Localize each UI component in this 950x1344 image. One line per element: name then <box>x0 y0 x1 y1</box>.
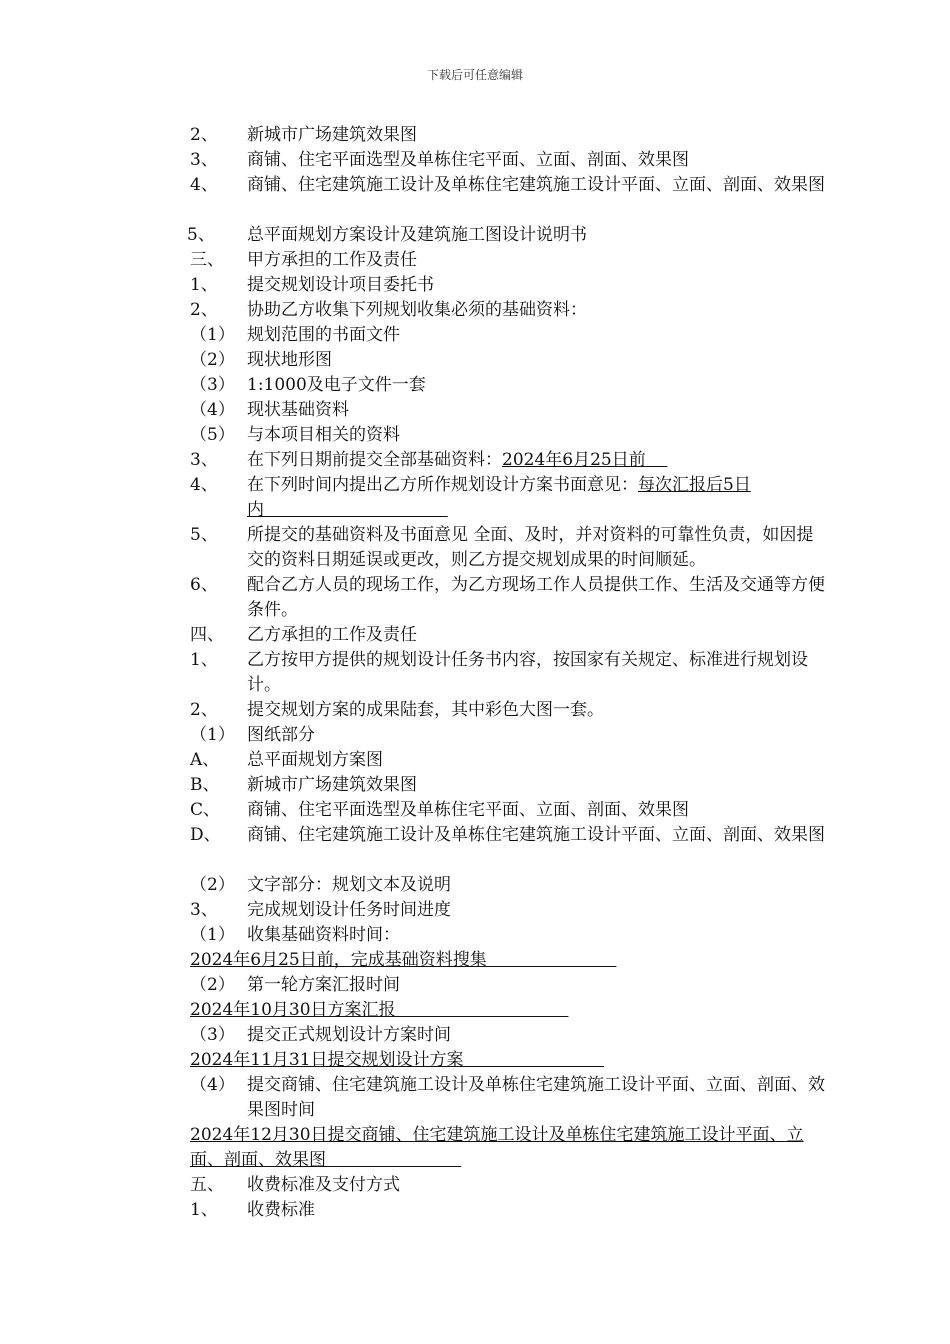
item-number: 4、 <box>190 475 218 495</box>
item-number: C、 <box>190 800 221 820</box>
item-number: （1） <box>190 325 235 345</box>
item-text: 文字部分：规划文本及说明 <box>247 875 451 895</box>
item-text: 商铺、住宅平面选型及单栋住宅平面、立面、剖面、效果图 <box>247 150 689 170</box>
list-item <box>190 323 830 348</box>
item-text-plain: 在下列时间内提出乙方所作规划设计方案书面意见： <box>247 475 638 495</box>
item-text: 乙方按甲方提供的规划设计任务书内容，按国家有关规定、标准进行规划设计。 <box>247 650 808 695</box>
item-text: 第一轮方案汇报时间 <box>247 975 400 995</box>
underline-fill <box>464 1050 605 1070</box>
section-heading <box>190 248 830 273</box>
list-item <box>190 573 830 623</box>
item-number: 3、 <box>190 450 218 470</box>
schedule-text <box>190 1048 830 1073</box>
underline-fill <box>396 1000 569 1020</box>
item-number: 6、 <box>190 575 218 595</box>
list-item <box>190 373 830 398</box>
item-number: 3、 <box>190 150 218 170</box>
section-title: 甲方承担的工作及责任 <box>247 250 417 270</box>
section-number: 五、 <box>190 1175 224 1195</box>
schedule-entry <box>190 948 830 973</box>
list-item <box>190 898 830 923</box>
item-number: A、 <box>190 750 220 770</box>
underlined-deadline: 每次汇报后5日内 <box>247 475 751 520</box>
item-number: 3、 <box>190 900 218 920</box>
item-text: 现状地形图 <box>247 350 332 370</box>
schedule-text <box>190 1123 830 1173</box>
list-item <box>190 473 830 523</box>
item-text: 总平面规划方案图 <box>247 750 383 770</box>
item-number: 2、 <box>190 700 218 720</box>
item-number: （3） <box>190 375 235 395</box>
item-text: 图纸部分 <box>247 725 315 745</box>
item-text: 协助乙方收集下列规划收集必须的基础资料： <box>247 300 587 320</box>
item-text: 提交规划设计项目委托书 <box>247 275 434 295</box>
item-text: 现状基础资料 <box>247 400 349 420</box>
list-item <box>190 173 830 223</box>
item-number: （3） <box>190 1025 235 1045</box>
list-item <box>187 223 830 248</box>
item-text: 完成规划设计任务时间进度 <box>247 900 451 920</box>
list-item <box>190 1023 830 1048</box>
item-number: 1、 <box>190 275 218 295</box>
list-item <box>190 798 830 823</box>
item-number: B、 <box>190 775 220 795</box>
schedule-text <box>190 998 830 1023</box>
section-title: 乙方承担的工作及责任 <box>247 625 417 645</box>
section-number: 三、 <box>190 250 224 270</box>
item-text: 商铺、住宅建筑施工设计及单栋住宅建筑施工设计平面、立面、剖面、效果图 <box>247 825 825 845</box>
list-item <box>190 1073 830 1123</box>
item-text: 1:1000及电子文件一套 <box>247 375 426 395</box>
list-item <box>190 298 830 323</box>
item-text: 提交商铺、住宅建筑施工设计及单栋住宅建筑施工设计平面、立面、剖面、效果图时间 <box>247 1075 825 1120</box>
item-text: 提交正式规划设计方案时间 <box>247 1025 451 1045</box>
item-number: D、 <box>190 825 221 845</box>
item-number: 1、 <box>190 650 218 670</box>
list-item <box>190 348 830 373</box>
list-item <box>190 148 830 173</box>
item-number: （2） <box>190 875 235 895</box>
item-number: 1、 <box>190 1200 218 1220</box>
underline-fill <box>646 450 668 470</box>
item-text: 新城市广场建筑效果图 <box>247 775 417 795</box>
list-item <box>190 823 830 873</box>
schedule-entry <box>190 1123 830 1173</box>
item-text: 规划范围的书面文件 <box>247 325 400 345</box>
list-item <box>190 873 830 898</box>
item-text: 与本项目相关的资料 <box>247 425 400 445</box>
schedule-text <box>190 948 830 973</box>
list-item <box>190 973 830 998</box>
list-item <box>190 773 830 798</box>
item-number: （2） <box>190 350 235 370</box>
section-title: 收费标准及支付方式 <box>247 1175 400 1195</box>
section-heading <box>190 1173 830 1198</box>
item-text: 收集基础资料时间： <box>247 925 400 945</box>
list-item <box>190 123 830 148</box>
item-text: 商铺、住宅平面选型及单栋住宅平面、立面、剖面、效果图 <box>247 800 689 820</box>
list-item <box>190 523 830 573</box>
item-text: 收费标准 <box>247 1200 315 1220</box>
item-text: 商铺、住宅建筑施工设计及单栋住宅建筑施工设计平面、立面、剖面、效果图 <box>247 175 825 195</box>
item-number: （5） <box>190 425 235 445</box>
list-item <box>190 723 830 748</box>
item-number: 4、 <box>190 175 218 195</box>
item-number: 5、 <box>190 525 218 545</box>
schedule-date-text: 2024年10月30日方案汇报 <box>190 1000 396 1020</box>
item-text: 配合乙方人员的现场工作，为乙方现场工作人员提供工作、生活及交通等方便条件。 <box>247 575 825 620</box>
section-heading <box>190 623 830 648</box>
underlined-date: 2024年6月25日前 <box>502 450 646 470</box>
list-item <box>190 648 830 698</box>
item-number: （2） <box>190 975 235 995</box>
schedule-entry <box>190 998 830 1023</box>
section-number: 四、 <box>190 625 224 645</box>
underline-fill <box>326 1150 461 1170</box>
page-header: 下载后可任意编辑 <box>426 68 523 82</box>
underline-fill <box>487 950 617 970</box>
list-item <box>190 748 830 773</box>
item-text: 所提交的基础资料及书面意见 全面、及时，并对资料的可靠性负责，如因提交的资料日期延误或更改，则乙方提交规划成果的时间顺延。 <box>247 525 814 570</box>
item-number: （1） <box>190 725 235 745</box>
document-body <box>187 123 830 1223</box>
schedule-date-text: 2024年6月25日前，完成基础资料搜集 <box>190 950 487 970</box>
item-number: （1） <box>190 925 235 945</box>
item-text <box>247 448 830 473</box>
list-item <box>190 448 830 473</box>
list-item <box>190 1198 830 1223</box>
item-text: 提交规划方案的成果陆套，其中彩色大图一套。 <box>247 700 604 720</box>
item-text <box>247 473 830 523</box>
schedule-entry <box>190 1048 830 1073</box>
list-item <box>190 423 830 448</box>
schedule-date-text: 2024年12月30日提交商铺、住宅建筑施工设计及单栋住宅建筑施工设计平面、立面、剖面、效果图 <box>190 1125 804 1170</box>
underline-fill <box>264 500 448 520</box>
item-number: （4） <box>190 1075 235 1095</box>
item-text: 新城市广场建筑效果图 <box>247 125 417 145</box>
item-text: 总平面规划方案设计及建筑施工图设计说明书 <box>247 225 587 245</box>
list-item <box>190 273 830 298</box>
item-number: 2、 <box>190 125 218 145</box>
list-item <box>190 398 830 423</box>
list-item <box>190 698 830 723</box>
item-number: 5、 <box>187 225 215 245</box>
schedule-date-text: 2024年11月31日提交规划设计方案 <box>190 1050 464 1070</box>
item-number: 2、 <box>190 300 218 320</box>
item-text-plain: 在下列日期前提交全部基础资料： <box>247 450 502 470</box>
list-item <box>190 923 830 948</box>
item-number: （4） <box>190 400 235 420</box>
